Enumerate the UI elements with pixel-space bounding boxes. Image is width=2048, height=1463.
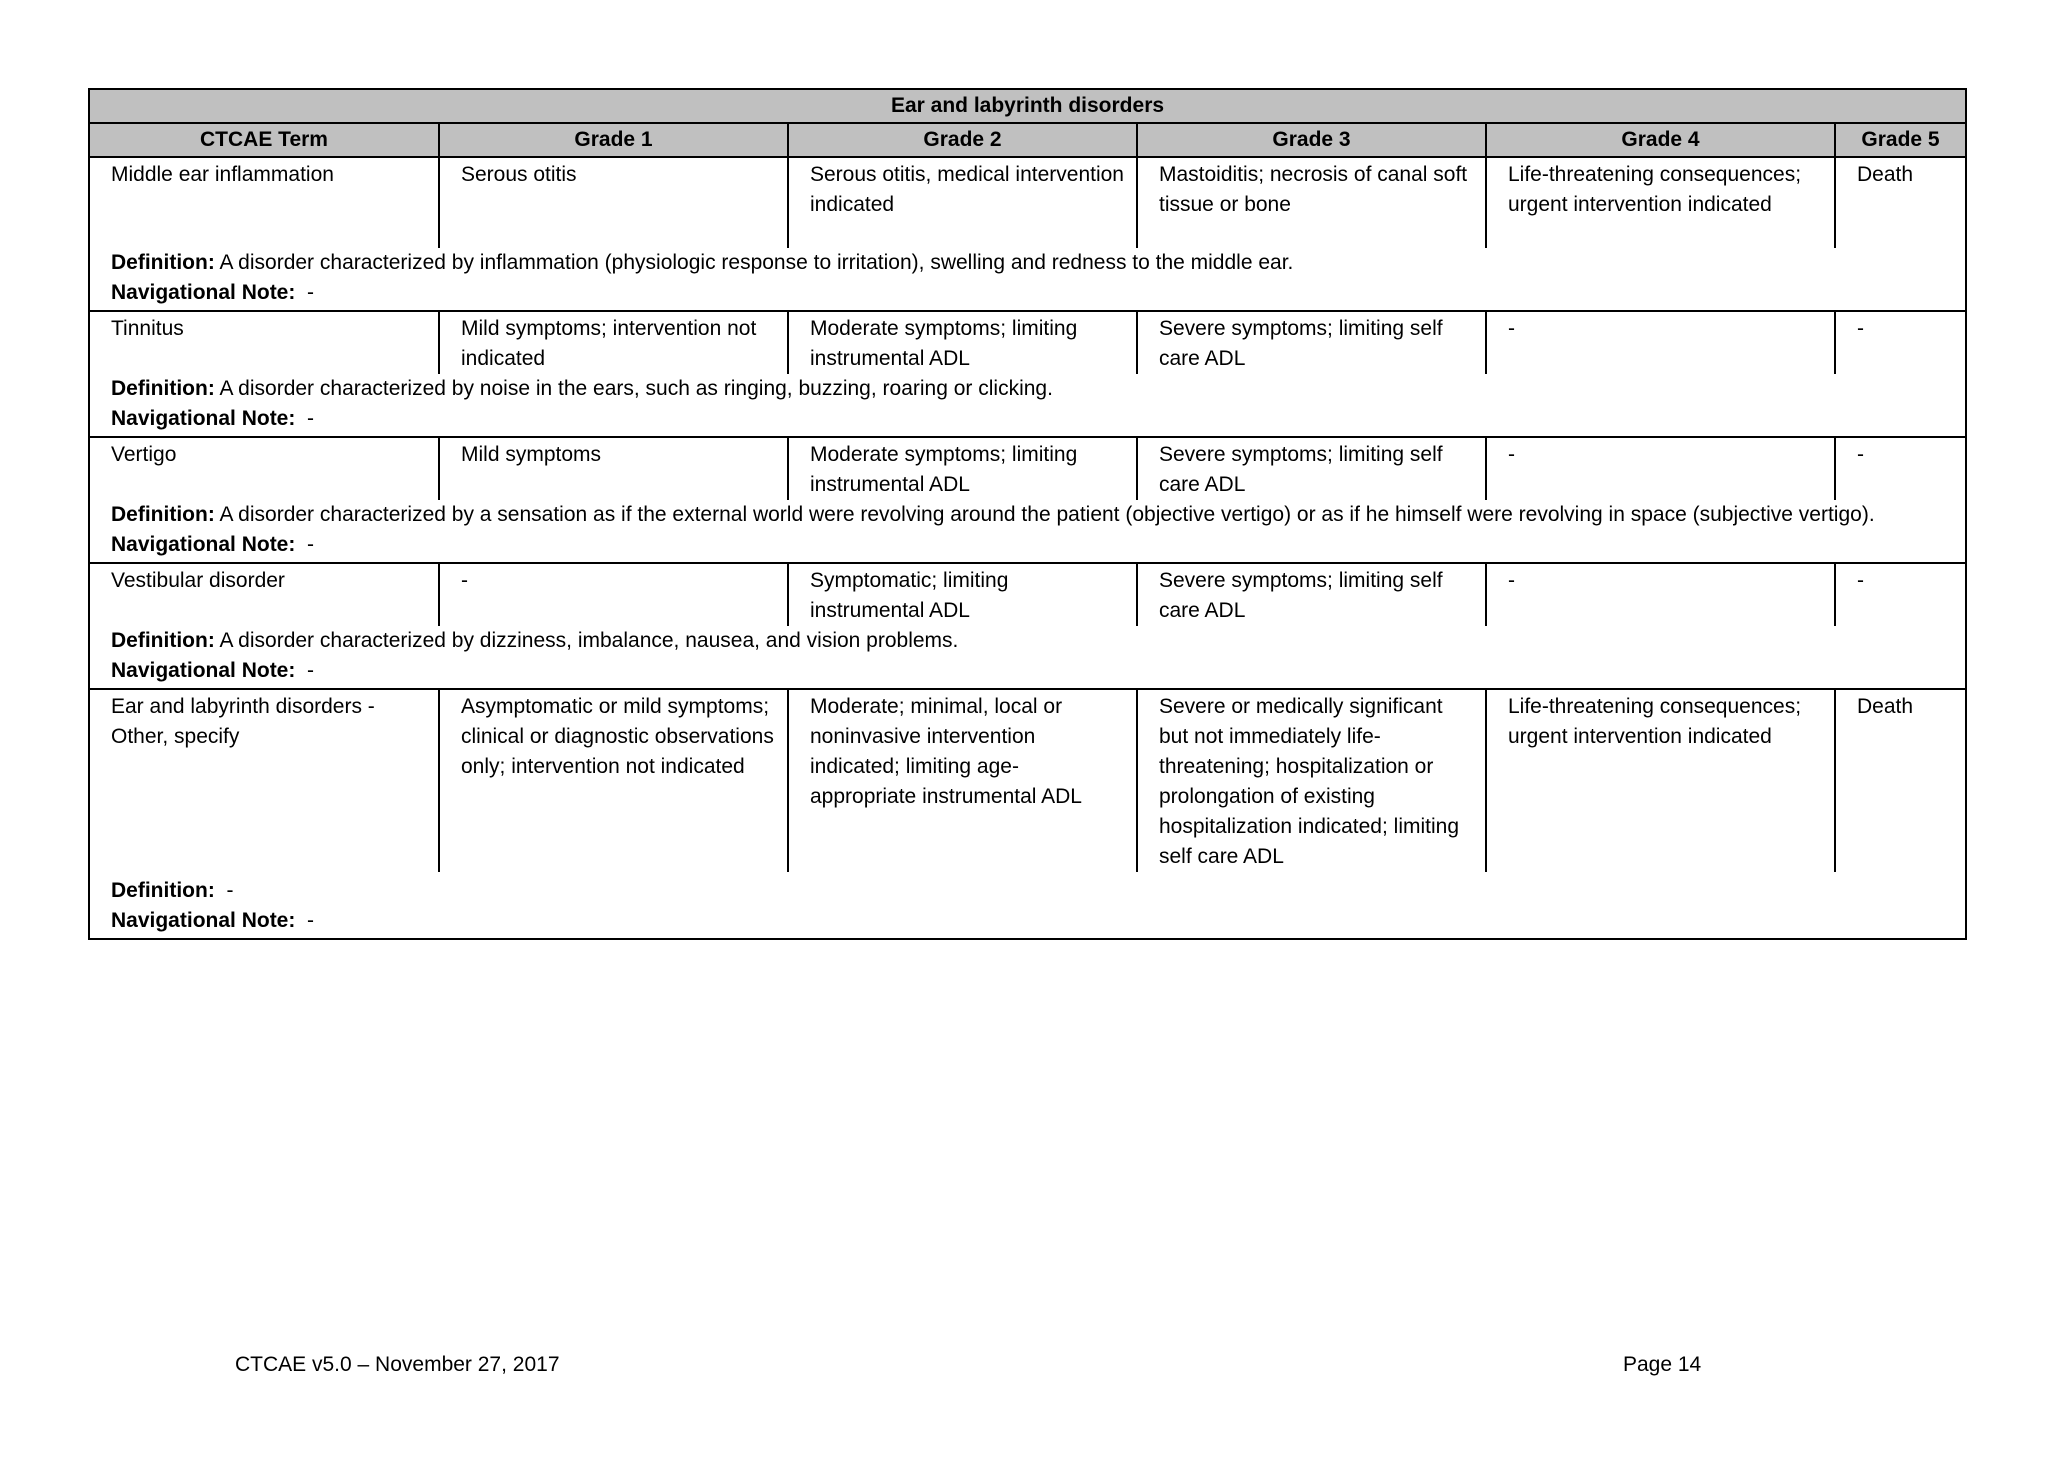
footer-page-number: Page 14 — [1623, 1353, 1702, 1376]
grade-1-cell: Serous otitis — [439, 157, 788, 248]
grade-2-cell: Symptomatic; limiting instrumental ADL — [788, 563, 1137, 626]
grade-3-cell: Mastoiditis; necrosis of canal soft tissue or bone — [1137, 157, 1486, 248]
definition-text: A disorder characterized by noise in the ears, such as ringing, buzzing, roaring or clicking. — [219, 377, 1053, 400]
term-entry — [89, 563, 1966, 689]
grade-4-cell: Life-threatening consequences; urgent intervention indicated — [1486, 157, 1835, 248]
grade-5-cell: - — [1835, 311, 1966, 374]
term-entry — [89, 437, 1966, 563]
grade-4-cell: - — [1486, 437, 1835, 500]
column-header-grade-2: Grade 2 — [788, 123, 1137, 157]
definition-text: - — [226, 879, 234, 902]
grade-5-cell: - — [1835, 437, 1966, 500]
nav-note-label: Navigational Note: — [111, 909, 296, 932]
term-row — [89, 689, 1966, 872]
grade-3-cell: Severe symptoms; limiting self care ADL — [1137, 437, 1486, 500]
definition-row — [89, 626, 1966, 656]
grade-3-cell: Severe symptoms; limiting self care ADL — [1137, 563, 1486, 626]
column-header-term: CTCAE Term — [89, 123, 439, 157]
grade-1-cell: Asymptomatic or mild symptoms; clinical or diagnostic observations only; intervention not indicated — [439, 689, 788, 872]
nav-note-text: - — [307, 281, 315, 304]
nav-note-label: Navigational Note: — [111, 533, 296, 556]
nav-note-label: Navigational Note: — [111, 281, 296, 304]
grade-2-cell: Moderate symptoms; limiting instrumental ADL — [788, 311, 1137, 374]
nav-note-text: - — [307, 909, 315, 932]
nav-note-row — [89, 906, 1966, 939]
term-name: Vestibular disorder — [89, 563, 439, 626]
term-entry — [89, 157, 1966, 311]
term-name: Tinnitus — [89, 311, 439, 374]
nav-note-text: - — [307, 533, 315, 556]
term-entry — [89, 311, 1966, 437]
grade-1-cell: Mild symptoms; intervention not indicated — [439, 311, 788, 374]
grade-4-cell: - — [1486, 563, 1835, 626]
definition-row — [89, 248, 1966, 278]
definition-label: Definition: — [111, 629, 215, 652]
grade-5-cell: Death — [1835, 157, 1966, 248]
nav-note-label: Navigational Note: — [111, 659, 296, 682]
nav-note-label: Navigational Note: — [111, 407, 296, 430]
grade-4-cell: Life-threatening consequences; urgent intervention indicated — [1486, 689, 1835, 872]
definition-label: Definition: — [111, 503, 215, 526]
definition-label: Definition: — [111, 879, 215, 902]
definition-row — [89, 500, 1966, 530]
column-header-grade-3: Grade 3 — [1137, 123, 1486, 157]
term-name: Middle ear inflammation — [89, 157, 439, 248]
term-row — [89, 563, 1966, 626]
grade-2-cell: Moderate symptoms; limiting instrumental ADL — [788, 437, 1137, 500]
nav-note-text: - — [307, 659, 315, 682]
definition-label: Definition: — [111, 377, 215, 400]
grade-5-cell: Death — [1835, 689, 1966, 872]
term-row — [89, 311, 1966, 374]
definition-row — [89, 872, 1966, 906]
term-entry — [89, 689, 1966, 939]
nav-note-row — [89, 656, 1966, 689]
column-header-grade-1: Grade 1 — [439, 123, 788, 157]
term-row — [89, 157, 1966, 248]
nav-note-row — [89, 530, 1966, 563]
definition-label: Definition: — [111, 251, 215, 274]
nav-note-row — [89, 278, 1966, 311]
nav-note-text: - — [307, 407, 315, 430]
definition-text: A disorder characterized by inflammation (physiologic response to irritation), swelling and redness to the middle ear. — [219, 251, 1294, 274]
term-name: Ear and labyrinth disorders - Other, specify — [89, 689, 439, 872]
grade-3-cell: Severe symptoms; limiting self care ADL — [1137, 311, 1486, 374]
term-row — [89, 437, 1966, 500]
term-name: Vertigo — [89, 437, 439, 500]
column-header-grade-4: Grade 4 — [1486, 123, 1835, 157]
definition-text: A disorder characterized by a sensation as if the external world were revolving around the patient (objective vertigo) or as if he himself were revolving in space (subjective vertigo). — [219, 503, 1875, 526]
grade-5-cell: - — [1835, 563, 1966, 626]
grade-4-cell: - — [1486, 311, 1835, 374]
definition-row — [89, 374, 1966, 404]
ctcae-table — [88, 88, 1967, 940]
section-title: Ear and labyrinth disorders — [89, 89, 1966, 123]
grade-3-cell: Severe or medically significant but not immediately life-threatening; hospitalization or prolongation of existing hospitalization indicated; limiting self care ADL — [1137, 689, 1486, 872]
column-header-row — [89, 123, 1966, 157]
grade-1-cell: Mild symptoms — [439, 437, 788, 500]
footer-version: CTCAE v5.0 – November 27, 2017 — [235, 1353, 560, 1376]
definition-text: A disorder characterized by dizziness, imbalance, nausea, and vision problems. — [219, 629, 959, 652]
column-header-grade-5: Grade 5 — [1835, 123, 1966, 157]
grade-1-cell: - — [439, 563, 788, 626]
nav-note-row — [89, 404, 1966, 437]
grade-2-cell: Serous otitis, medical intervention indicated — [788, 157, 1137, 248]
grade-2-cell: Moderate; minimal, local or noninvasive intervention indicated; limiting age-appropriate instrumental ADL — [788, 689, 1137, 872]
